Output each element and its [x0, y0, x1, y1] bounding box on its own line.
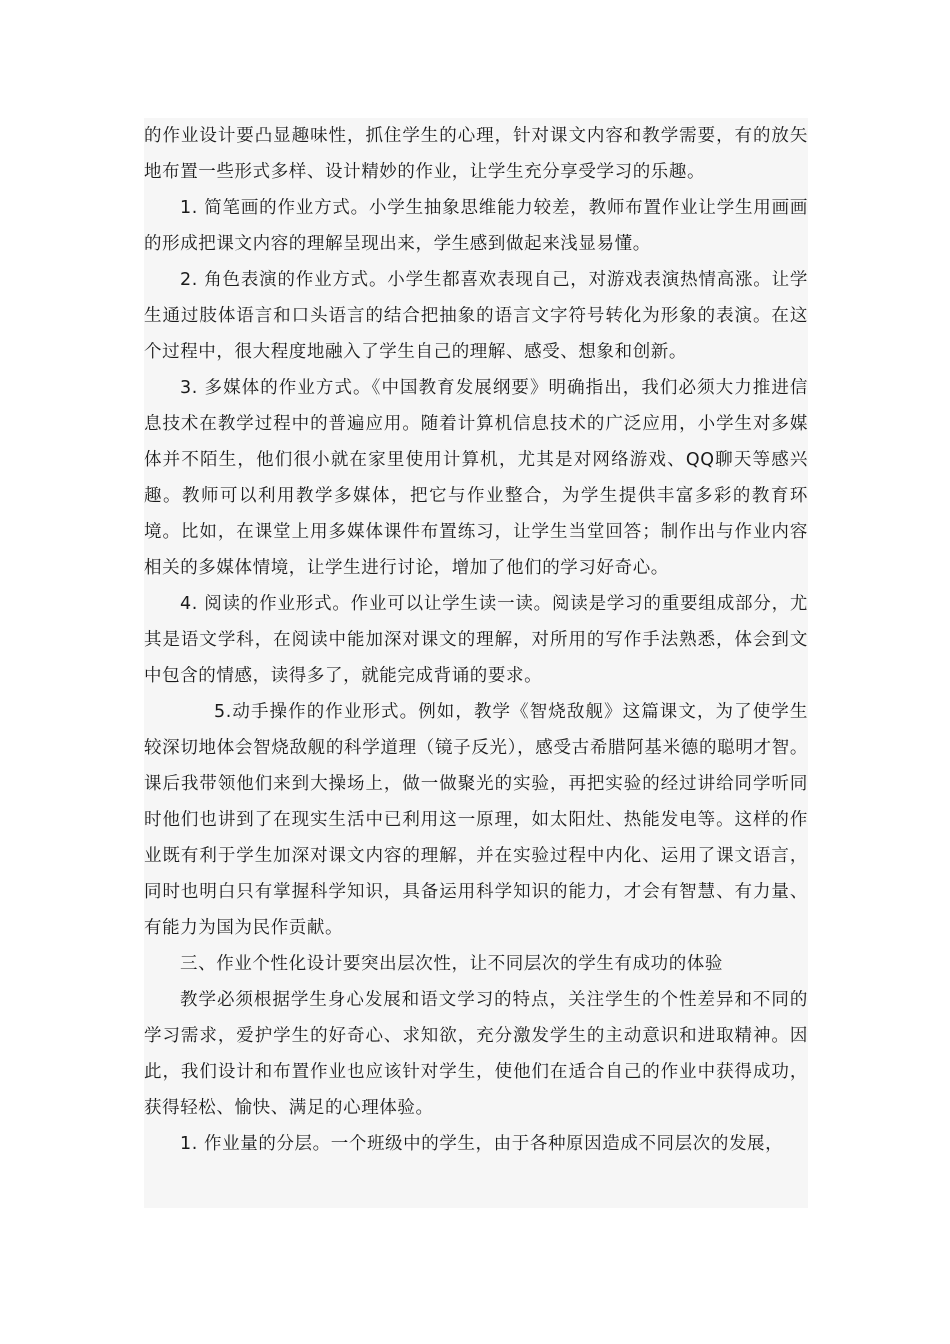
paragraph-item-2-roleplay: 2. 角色表演的作业方式。小学生都喜欢表现自己，对游戏表演热情高涨。让学生通过肢体语言和口头语言的结合把抽象的语言文字符号转化为形象的表演。在这个过程中，很大程度地融入了学生自己的理解、感受、想象和创新。 — [144, 270, 808, 362]
paragraph-layering-intro: 教学必须根据学生身心发展和语文学习的特点，关注学生的个性差异和不同的学习需求，爱护学生的好奇心、求知欲，充分激发学生的主动意识和进取精神。因此，我们设计和布置作业也应该针对学生，使他们在适合自己的作业中获得成功，获得轻松、愉快、满足的心理体验。 — [144, 990, 808, 1118]
paragraph-item-5-handson: 5.动手操作的作业形式。例如，教学《智烧敌舰》这篇课文，为了使学生较深切地体会智烧敌舰的科学道理（镜子反光），感受古希腊阿基米德的聪明才智。课后我带领他们来到大操场上，做一做聚光的实验，再把实验的经过讲给同学听同时他们也讲到了在现实生活中已利用这一原理，如太阳灶、热能发电等。这样的作业既有利于学生加深对课文内容的理解，并在实验过程中内化、运用了课文语言，同时也明白只有掌握科学知识，具备运用科学知识的能力，才会有智慧、有力量、有能力为国为民作贡献。 — [144, 702, 808, 938]
paragraph-item-1-workload: 1. 作业量的分层。一个班级中的学生，由于各种原因造成不同层次的发展， — [180, 1134, 784, 1154]
paragraph-item-4-reading: 4. 阅读的作业形式。作业可以让学生读一读。阅读是学习的重要组成部分，尤其是语文学科，在阅读中能加深对课文的理解，对所用的写作手法熟悉，体会到文中包含的情感，读得多了，就能完成背诵的要求。 — [144, 594, 808, 686]
section-heading-three: 三、作业个性化设计要突出层次性，让不同层次的学生有成功的体验 — [180, 954, 723, 974]
paragraph-item-3-multimedia: 3. 多媒体的作业方式。《中国教育发展纲要》明确指出，我们必须大力推进信息技术在教学过程中的普遍应用。随着计算机信息技术的广泛应用，小学生对多媒体并不陌生，他们很小就在家里使用计算机，尤其是对网络游戏、QQ聊天等感兴趣。教师可以利用教学多媒体，把它与作业整合，为学生提供丰富多彩的教育环境。比如，在课堂上用多媒体课件布置练习，让学生当堂回答；制作出与作业内容相关的多媒体情境，让学生进行讨论，增加了他们的学习好奇心。 — [144, 378, 808, 578]
paragraph-continuation: 的作业设计要凸显趣味性，抓住学生的心理，针对课文内容和教学需要，有的放矢地布置一些形式多样、设计精妙的作业，让学生充分享受学习的乐趣。 — [144, 126, 808, 182]
paragraph-item-1-sketch: 1. 简笔画的作业方式。小学生抽象思维能力较差，教师布置作业让学生用画画的形成把课文内容的理解呈现出来，学生感到做起来浅显易懂。 — [144, 198, 808, 254]
body-text-block — [144, 118, 808, 1208]
